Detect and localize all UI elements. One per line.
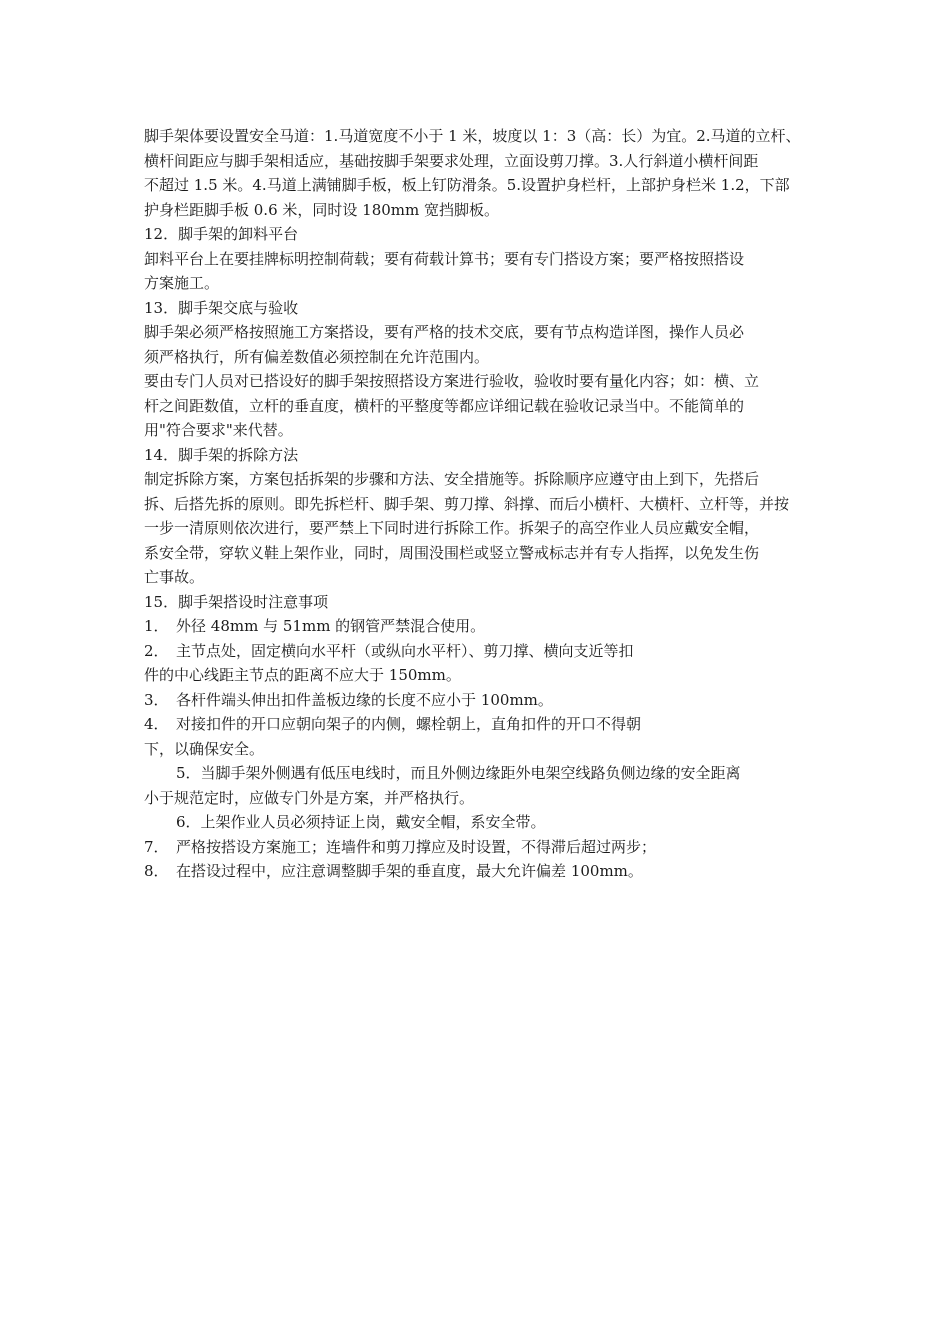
list-item-4: 4． 对接扣件的开口应朝向架子的内侧，螺栓朝上，直角扣件的开口不得朝 — [144, 715, 642, 733]
list-item-8: 8． 在搭设过程中，应注意调整脚手架的垂直度，最大允许偏差 100mm。 — [144, 862, 643, 880]
list-item-1: 1． 外径 48mm 与 51mm 的钢管严禁混合使用。 — [144, 617, 486, 635]
section-heading-14: 14．脚手架的拆除方法 — [144, 445, 299, 464]
text-line: 要由专门人员对已搭设好的脚手架按照搭设方案进行验收，验收时要有量化内容；如：横、立 — [144, 372, 760, 390]
text-line: 不超过 1.5 米。4.马道上满铺脚手板，板上钉防滑条。5.设置护身栏杆，上部护身栏米 1.2，下部 — [144, 176, 790, 194]
text-line: 卸料平台上在要挂牌标明控制荷载；要有荷载计算书；要有专门搭设方案；要严格按照搭设 — [144, 249, 745, 268]
text-line: 杆之间距数值，立杆的垂直度，横杆的平整度等都应详细记载在验收记录当中。不能简单的 — [144, 396, 745, 415]
text-line: 方案施工。 — [144, 274, 220, 292]
text-line: 系安全带，穿软义鞋上架作业，同时，周围没围栏或竖立警戒标志并有专人指挥，以免发生伤 — [144, 543, 760, 562]
section-heading-12: 12．脚手架的卸料平台 — [144, 225, 299, 243]
text-line: 制定拆除方案，方案包括拆架的步骤和方法、安全措施等。拆除顺序应遵守由上到下，先搭后 — [144, 470, 760, 488]
section-heading-13: 13．脚手架交底与验收 — [144, 298, 299, 317]
text-line: 脚手架必须严格按照施工方案搭设，要有严格的技术交底，要有节点构造详图，操作人员必 — [144, 323, 745, 341]
text-line: 下，以确保安全。 — [144, 739, 265, 758]
list-item-7: 7． 严格按搭设方案施工；连墙件和剪刀撑应及时设置，不得滞后超过两步； — [144, 837, 657, 856]
list-item-2: 2． 主节点处，固定横向水平杆（或纵向水平杆）、剪刀撑、横向支近等扣 — [144, 641, 634, 660]
text-line: 用"符合要求"来代替。 — [144, 421, 293, 439]
document-page — [144, 124, 809, 884]
text-line: 亡事故。 — [144, 568, 205, 586]
section-heading-15: 15．脚手架搭设时注意事项 — [144, 592, 329, 611]
text-line: 件的中心线距主节点的距离不应大于 150mm。 — [144, 666, 461, 684]
text-line: 须严格执行，所有偏差数值必须控制在允许范围内。 — [144, 347, 490, 366]
text-line: 小于规范定时，应做专门外是方案，并严格执行。 — [144, 788, 475, 807]
text-line: 拆、后搭先拆的原则。即先拆栏杆、脚手架、剪刀撑、斜撑、而后小横杆、大横杆、立杆等，并按 — [144, 494, 790, 513]
text-line: 横杆间距应与脚手架相适应，基础按脚手架要求处理，立面设剪刀撑。3.人行斜道小横杆间距 — [144, 151, 759, 170]
list-item-5: 5．当脚手架外侧遇有低压电线时，而且外侧边缘距外电架空线路负侧边缘的安全距离 — [176, 764, 741, 782]
text-line: 一步一清原则依次进行，要严禁上下同时进行拆除工作。拆架子的高空作业人员应戴安全帽， — [144, 519, 760, 537]
list-item-3: 3． 各杆件端头伸出扣件盖板边缘的长度不应小于 100mm。 — [144, 690, 553, 709]
text-line: 脚手架体要设置安全马道：1.马道宽度不小于 1 米，坡度以 1：3（高：长）为宜。2.马道的立杆、 — [144, 127, 801, 145]
text-line: 护身栏距脚手板 0.6 米，同时设 180mm 宽挡脚板。 — [144, 200, 500, 219]
list-item-6: 6．上架作业人员必须持证上岗，戴安全帽，系安全带。 — [176, 813, 546, 831]
